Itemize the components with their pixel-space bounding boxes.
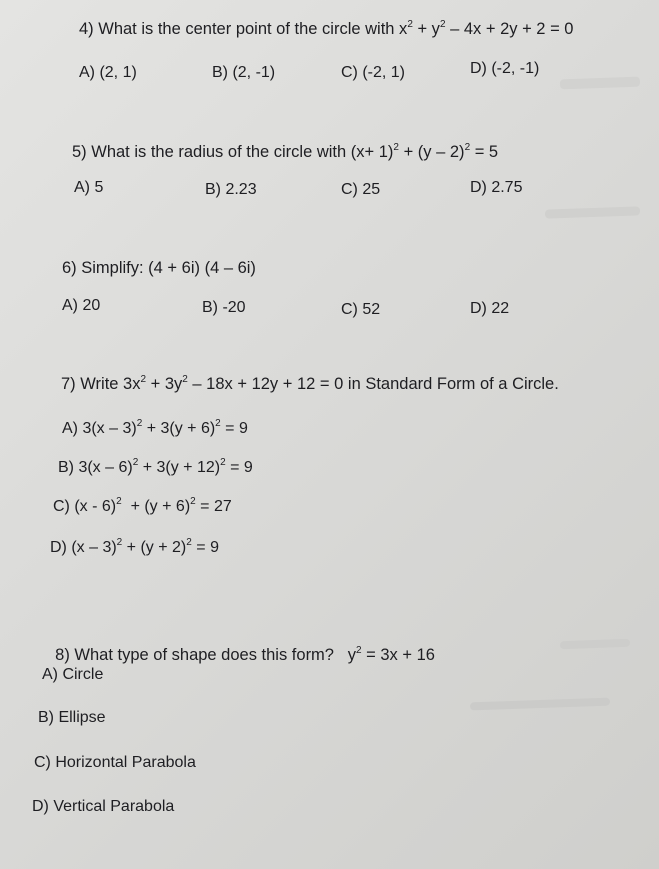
question-4-option-b: B) (2, -1) xyxy=(212,64,276,81)
question-5-option-d: D) 2.75 xyxy=(470,179,523,196)
bleed-through-mark xyxy=(545,206,640,218)
question-8-option-b: B) Ellipse xyxy=(38,709,106,726)
question-8-option-c: C) Horizontal Parabola xyxy=(34,754,196,771)
question-6-option-a: A) 20 xyxy=(62,297,101,314)
question-5-text: 5) What is the radius of the circle with $(x+ 1)^2 + (y - 2)^2 = 5$ xyxy=(72,142,499,161)
question-7-option-d: D) $(x - 3)^2 + (y + 2)^2 = 9$ xyxy=(50,537,219,556)
question-8-option-a: A) Circle xyxy=(42,666,104,683)
question-7-text: 7) Write $3x^2 + 3y^2 - 18x + 12y + 12 = 0$ in Standard Form of a Circle. xyxy=(61,374,559,393)
question-4-text: 4) What is the center point of the circle with $x^2 + y^2 - 4x + 2y + 2 = 0$ xyxy=(79,19,574,38)
question-4-option-d: D) (-2, -1) xyxy=(470,60,540,77)
bleed-through-mark xyxy=(470,698,610,711)
question-6-option-c: C) 52 xyxy=(341,301,381,318)
question-8-option-d: D) Vertical Parabola xyxy=(32,798,175,815)
question-4-option-a: A) (2, 1) xyxy=(79,64,137,81)
bleed-through-mark xyxy=(560,639,630,649)
question-6-text: 6) Simplify: (4 + 6i) (4 – 6i) xyxy=(62,259,256,277)
question-5-option-c: C) 25 xyxy=(341,181,381,198)
question-4-option-c: C) (-2, 1) xyxy=(341,64,405,81)
question-5-option-a: A) 5 xyxy=(74,179,104,196)
question-7-option-a: A) $3(x - 3)^2 + 3(y + 6)^2 = 9$ xyxy=(62,418,248,437)
question-7-option-b: B) $3(x - 6)^2 + 3(y + 12)^2 = 9$ xyxy=(58,457,253,476)
question-5-option-b: B) 2.23 xyxy=(205,181,257,198)
question-6-option-b: B) -20 xyxy=(202,299,246,316)
question-8-text: 8) What type of shape does this form? $y^2 = 3x + 16$ xyxy=(55,645,435,664)
question-7-option-c: C) $(x - 6)^2 + (y + 6)^2 = 27$ xyxy=(53,496,232,515)
question-6-option-d: D) 22 xyxy=(470,300,510,317)
bleed-through-mark xyxy=(560,77,640,90)
